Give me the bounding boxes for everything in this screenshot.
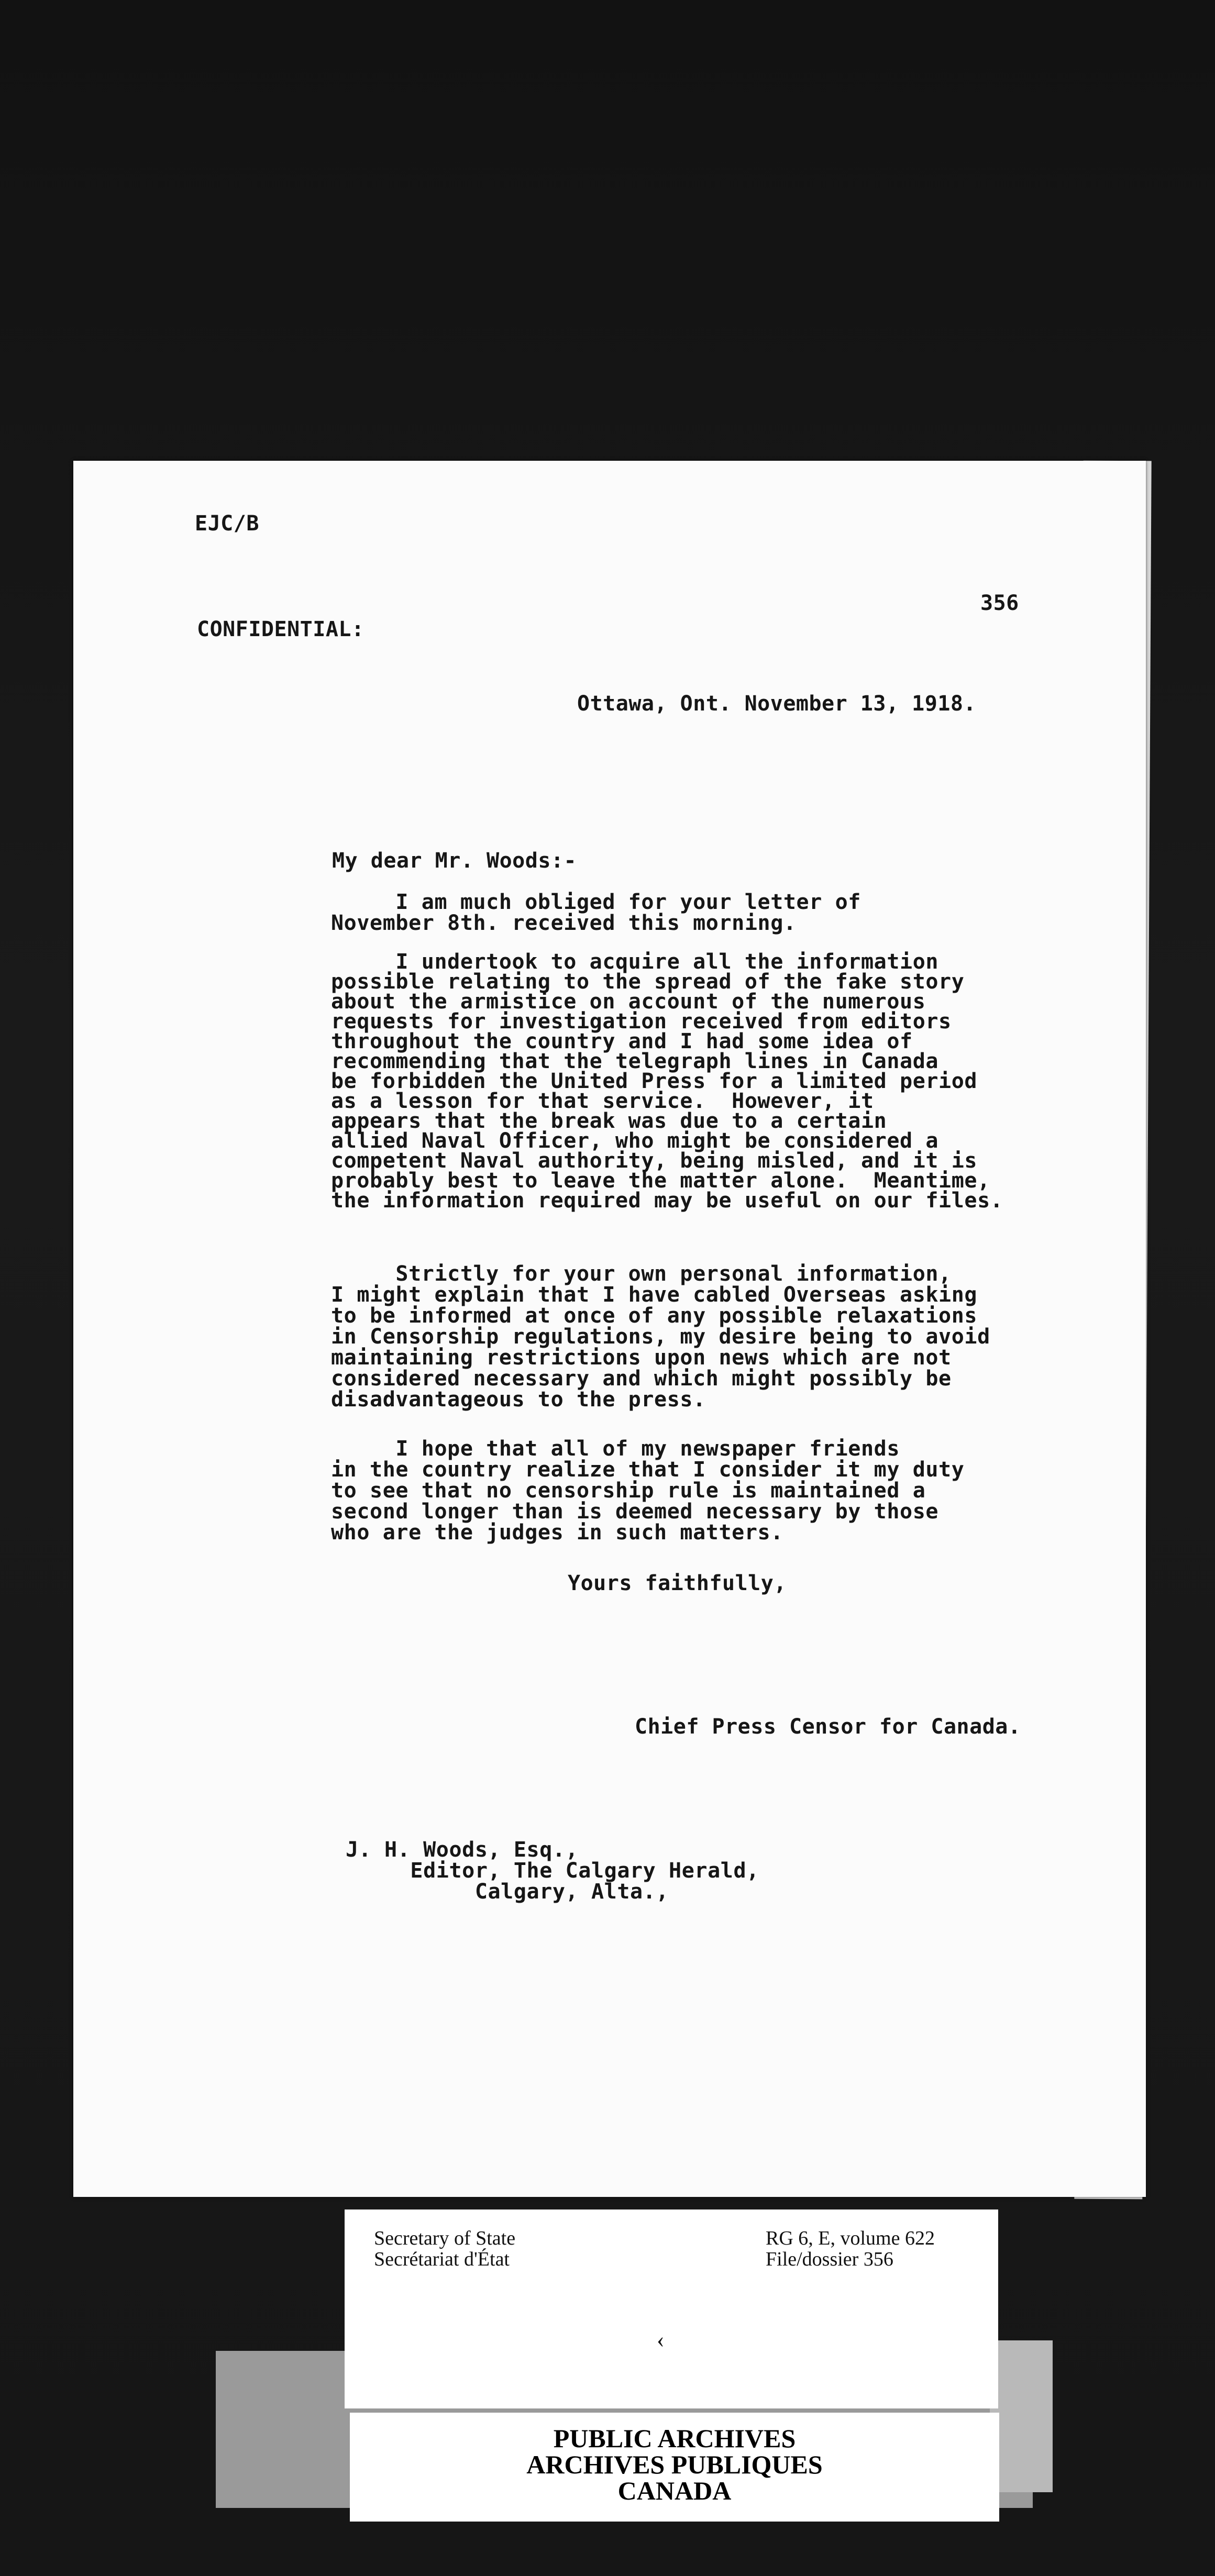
text-line: possible relating to the spread of the fake story (331, 970, 965, 994)
salutation: My dear Mr. Woods:- (332, 849, 577, 873)
confidential-label: CONFIDENTIAL: (197, 617, 364, 641)
text-line: disadvantageous to the press. (331, 1387, 706, 1412)
text-line: who are the judges in such matters. (331, 1520, 783, 1545)
text-line: November 8th. received this morning. (331, 911, 797, 935)
archive-reference: RG 6, E, volume 622 (766, 2227, 935, 2249)
text-line: appears that the break was due to a certain (331, 1109, 887, 1133)
text-line: maintaining restrictions upon news which are not (331, 1346, 952, 1370)
text-line: in Censorship regulations, my desire being to avoid (331, 1325, 990, 1349)
text-line: I might explain that I have cabled Overseas asking (331, 1283, 978, 1307)
archive-label (345, 2209, 998, 2408)
place-date: Ottawa, Ont. November 13, 1918. (577, 692, 977, 716)
text-line: I am much obliged for your letter of (331, 890, 861, 914)
text-line: as a lesson for that service. However, it (331, 1089, 874, 1113)
closing: Yours faithfully, (568, 1571, 787, 1595)
signature-title: Chief Press Censor for Canada. (635, 1715, 1021, 1739)
address-line: Calgary, Alta., (346, 1880, 669, 1904)
archive-stamp-line-1: PUBLIC ARCHIVES (553, 2424, 796, 2453)
text-line: requests for investigation received from editors (331, 1009, 952, 1034)
text-line: to be informed at once of any possible relaxations (331, 1304, 978, 1328)
department-en: Secretary of State (374, 2227, 516, 2249)
text-line: about the armistice on account of the numerous (331, 990, 926, 1014)
letter-page (73, 461, 1146, 2197)
address-line: J. H. Woods, Esq., (346, 1838, 579, 1862)
text-line: competent Naval authority, being misled, and it is (331, 1149, 978, 1173)
text-line: considered necessary and which might possibly be (331, 1367, 952, 1391)
text-line: to see that no censorship rule is maintained a (331, 1479, 926, 1503)
text-line: recommending that the telegraph lines in Canada (331, 1049, 939, 1073)
text-line: throughout the country and I had some idea of (331, 1029, 913, 1053)
text-line: second longer than is deemed necessary by those (331, 1500, 939, 1524)
address-line: Editor, The Calgary Herald, (346, 1859, 759, 1883)
text-line: in the country realize that I consider it my duty (331, 1458, 965, 1482)
text-line: the information required may be useful on our files. (331, 1189, 1003, 1213)
text-line: I undertook to acquire all the information (331, 950, 939, 974)
archive-side-tab (990, 2340, 1053, 2492)
department-fr: Secrétariat d'État (374, 2248, 510, 2270)
reference-initials: EJC/B (195, 512, 259, 536)
archive-stamp-line-2: ARCHIVES PUBLIQUES (526, 2450, 823, 2479)
archive-stamp-line-3: CANADA (617, 2476, 732, 2505)
text-line: I hope that all of my newspaper friends (331, 1437, 900, 1461)
text-line: Strictly for your own personal information, (331, 1262, 952, 1286)
text-line: be forbidden the United Press for a limited period (331, 1069, 978, 1093)
archive-file: File/dossier 356 (766, 2248, 893, 2270)
text-line: probably best to leave the matter alone. Meantime, (331, 1169, 990, 1193)
text-line: allied Naval Officer, who might be considered a (331, 1129, 939, 1153)
archive-stamp (350, 2413, 999, 2522)
pencil-mark: ‹ (657, 2327, 665, 2352)
page-number: 356 (980, 591, 1019, 615)
